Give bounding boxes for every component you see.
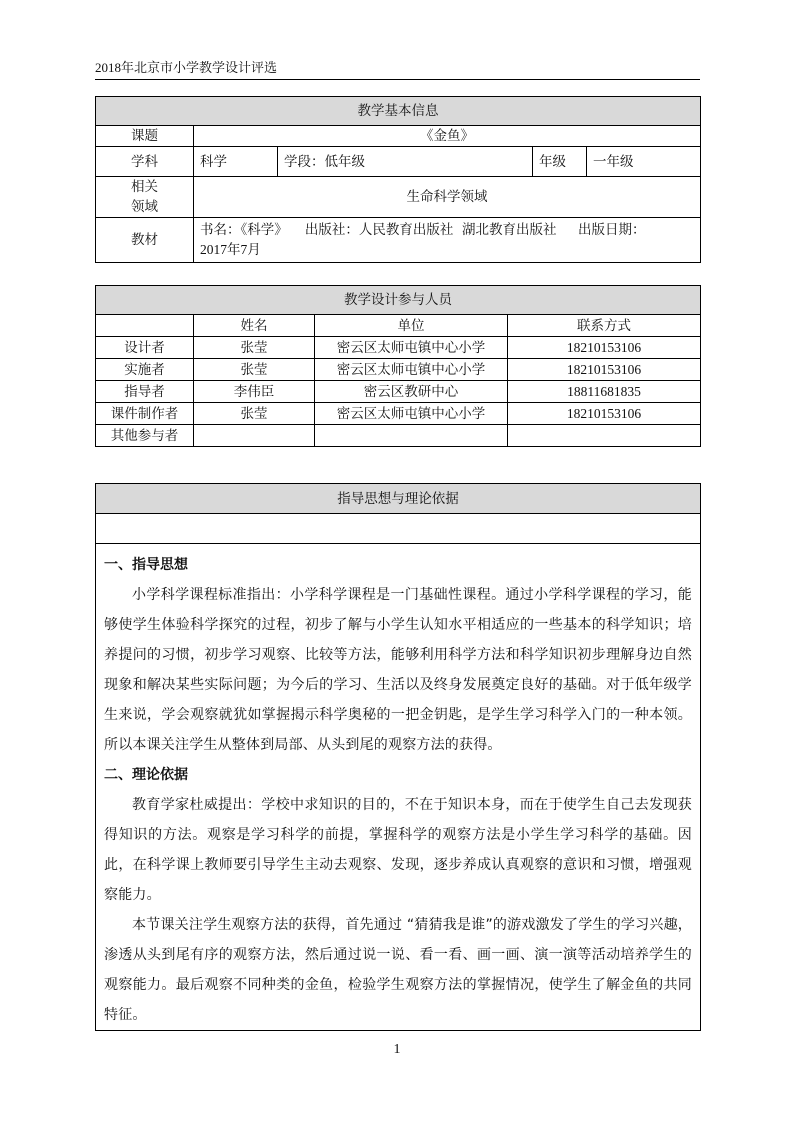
stage-label: 学段：低年级 bbox=[278, 147, 533, 177]
subject-value: 科学 bbox=[194, 147, 278, 177]
contact-cell: 18811681835 bbox=[508, 381, 701, 403]
participants-table bbox=[95, 285, 701, 447]
basic-info-table bbox=[95, 96, 701, 263]
paragraph-theory-1: 教育学家杜威提出：学校中求知识的目的，不在于知识本身，而在于使学生自己去发现获得知识的方法。观察是学习科学的前提，掌握科学的观察方法是小学生学习科学的基础。因此，在科学课上教师要引导学生主动去观察、发现，逐步养成认真观察的意识和习惯，增强观察能力。 bbox=[104, 797, 692, 903]
column-header-unit: 单位 bbox=[315, 315, 508, 337]
participants-title: 教学设计参与人员 bbox=[96, 286, 701, 315]
unit-cell: 密云区太师屯镇中心小学 bbox=[315, 403, 508, 425]
column-header bbox=[96, 315, 194, 337]
unit-cell bbox=[315, 425, 508, 447]
field-value: 生命科学领域 bbox=[194, 177, 701, 218]
name-cell bbox=[194, 425, 315, 447]
table-row bbox=[96, 403, 701, 425]
grade-value: 一年级 bbox=[587, 147, 701, 177]
guidance-title: 指导思想与理论依据 bbox=[96, 484, 701, 514]
field-label-line2: 领域 bbox=[131, 199, 158, 215]
unit-cell: 密云区教研中心 bbox=[315, 381, 508, 403]
table-row bbox=[96, 425, 701, 447]
textbook-value bbox=[194, 218, 701, 263]
table-row bbox=[96, 337, 701, 359]
lesson-label: 课题 bbox=[96, 126, 194, 147]
column-header-name: 姓名 bbox=[194, 315, 315, 337]
guidance-body bbox=[96, 544, 701, 1031]
name-cell: 李伟臣 bbox=[194, 381, 315, 403]
paragraph-guidance: 小学科学课程标准指出：小学科学课程是一门基础性课程。通过小学科学课程的学习，能够使学生体验科学探究的过程，初步了解与小学生认知水平相适应的一些基本的科学知识；培养提问的习惯，初步学习观察、比较等方法，能够利用科学方法和科学知识初步理解身边自然现象和解决某些实际问题；为今后的学习、生活以及终身发展奠定良好的基础。对于低年级学生来说，学会观察就犹如掌握揭示科学奥秘的一把金钥匙，是学生学习科学入门的一种本领。所以本课关注学生从整体到局部、从头到尾的观察方法的获得。 bbox=[104, 587, 692, 753]
role-cell: 指导者 bbox=[96, 381, 194, 403]
unit-cell: 密云区太师屯镇中心小学 bbox=[315, 337, 508, 359]
guidance-table bbox=[95, 483, 701, 1031]
table-row bbox=[96, 359, 701, 381]
page-header: 2018年北京市小学教学设计评选 bbox=[95, 60, 278, 75]
textbook-label: 教材 bbox=[96, 218, 194, 263]
header-divider bbox=[95, 79, 700, 80]
role-cell: 设计者 bbox=[96, 337, 194, 359]
name-cell: 张莹 bbox=[194, 403, 315, 425]
textbook-line2: 2017年7月 bbox=[200, 242, 261, 257]
contact-cell: 18210153106 bbox=[508, 337, 701, 359]
contact-cell: 18210153106 bbox=[508, 403, 701, 425]
grade-label: 年级 bbox=[533, 147, 587, 177]
role-cell: 实施者 bbox=[96, 359, 194, 381]
column-header-contact: 联系方式 bbox=[508, 315, 701, 337]
field-label bbox=[96, 177, 194, 218]
contact-cell: 18210153106 bbox=[508, 359, 701, 381]
name-cell: 张莹 bbox=[194, 359, 315, 381]
page-number: 1 bbox=[393, 1042, 401, 1057]
table-row bbox=[96, 381, 701, 403]
textbook-line1: 书名：《科学》 出版社：人民教育出版社 湖北教育出版社 出版日期： bbox=[200, 222, 646, 238]
section-heading-guidance: 一、指导思想 bbox=[104, 557, 188, 573]
lesson-value: 《金鱼》 bbox=[194, 126, 701, 147]
role-cell: 其他参与者 bbox=[96, 425, 194, 447]
subject-label: 学科 bbox=[96, 147, 194, 177]
role-cell: 课件制作者 bbox=[96, 403, 194, 425]
paragraph-theory-2: 本节课关注学生观察方法的获得，首先通过 “猜猜我是谁”的游戏激发了学生的学习兴趣，渗透从头到尾有序的观察方法，然后通过说一说、看一看、画一画、演一演等活动培养学生的观察能力。最后观察不同种类的金鱼，检验学生观察方法的掌握情况，使学生了解金鱼的共同特征。 bbox=[104, 917, 692, 1023]
name-cell: 张莹 bbox=[194, 337, 315, 359]
section-heading-theory: 二、理论依据 bbox=[104, 767, 188, 783]
unit-cell: 密云区太师屯镇中心小学 bbox=[315, 359, 508, 381]
contact-cell bbox=[508, 425, 701, 447]
basic-info-title: 教学基本信息 bbox=[96, 97, 701, 126]
guidance-blank-row bbox=[96, 514, 701, 544]
field-label-line1: 相关 bbox=[131, 179, 158, 195]
